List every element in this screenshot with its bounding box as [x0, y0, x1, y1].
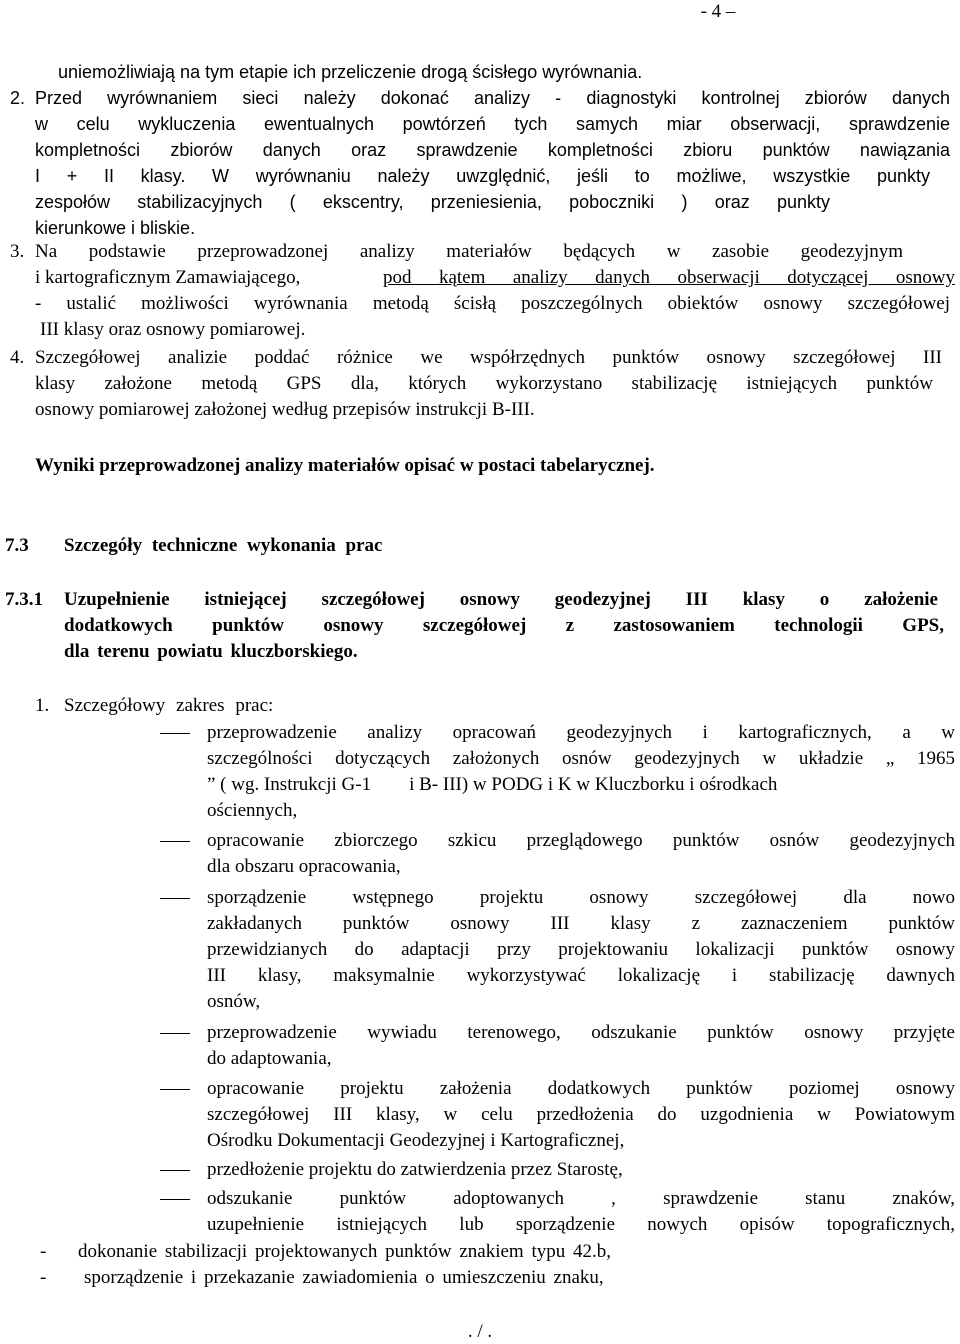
scope-title: Szczegółowy zakres prac: — [64, 695, 274, 716]
scope-item-4-line-1: przeprowadzenie wywiadu terenowego, odszukanie punktów osnowy przyjęte — [207, 1022, 955, 1043]
list-dash-icon — [160, 1199, 190, 1200]
scope-item-3-line-2: zakładanych punktów osnowy III klasy z zaznaczeniem punktów — [207, 913, 955, 934]
item-2-line-6: kierunkowe i bliskie. — [35, 218, 196, 238]
item-2-line-1: Przed wyrównaniem sieci należy dokonać analizy - diagnostyki kontrolnej zbiorów danych — [35, 88, 950, 108]
scope-item-1-line-4: ościennych, — [207, 800, 298, 821]
list-dash-icon — [160, 841, 190, 842]
item-3-line-1: Na podstawie przeprowadzonej analizy materiałów będących w zasobie geodezyjnym — [35, 241, 903, 262]
section-7-3-title: Szczegóły techniczne wykonania prac — [64, 535, 383, 556]
scope-item-4-line-2: do adaptowania, — [207, 1048, 332, 1069]
section-7-3-1-number: 7.3.1 — [5, 589, 43, 610]
item-2-line-5: zespołów stabilizacyjnych ( ekscentry, przeniesienia, poboczniki ) oraz punkty — [35, 192, 830, 212]
list-dash-icon — [160, 898, 190, 899]
extra-item-2-text: sporządzenie i przekazanie zawiadomienia o umieszczeniu znaku, — [84, 1267, 604, 1288]
list-dash-icon — [160, 1033, 190, 1034]
extra-item-1-dash: - — [40, 1241, 47, 1262]
extra-item-2-dash: - — [40, 1267, 47, 1288]
scope-item-3-line-1: sporządzenie wstępnego projektu osnowy szczegółowej dla nowo — [207, 887, 955, 908]
scope-item-1-line-3: ” ( wg. Instrukcji G-1 i B- III) w PODG i K w Kluczborku i ośrodkach — [207, 774, 778, 795]
item-4-number: 4. — [10, 347, 25, 368]
scope-item-3-line-4: III klasy, maksymalnie wykorzystywać lokalizację i stabilizację dawnych — [207, 965, 955, 986]
list-dash-icon — [160, 1089, 190, 1090]
scope-item-5-line-2: szczegółowej III klasy, w celu przedłożenia do uzgodnienia w Powiatowym — [207, 1104, 955, 1125]
results-note: Wyniki przeprowadzonej analizy materiałów opisać w postaci tabelarycznej. — [35, 455, 655, 476]
item-3-line-4: III klasy oraz osnowy pomiarowej. — [40, 319, 306, 340]
section-7-3-1-line-3: dla terenu powiatu kluczborskiego. — [64, 641, 358, 662]
item-2-number: 2. — [10, 88, 26, 108]
item-3-line-3: - ustalić możliwości wyrównania metodą ścisłą poszczególnych obiektów osnowy szczegółowej — [35, 293, 950, 314]
scope-item-2-line-2: dla obszaru opracowania, — [207, 856, 401, 877]
paragraph-continuation: uniemożliwiają na tym etapie ich przeliczenie drogą ścisłego wyrównania. — [58, 62, 643, 82]
item-2-line-3: kompletności zbiorów danych oraz sprawdzenie kompletności zbioru punktów nawiązania — [35, 140, 950, 160]
item-3-line-2a: i kartograficznym Zamawiającego, — [35, 267, 301, 288]
scope-item-6-line-1: przedłożenie projektu do zatwierdzenia przez Starostę, — [207, 1159, 623, 1180]
section-7-3-1-line-2: dodatkowych punktów osnowy szczegółowej z zastosowaniem technologii GPS, — [64, 615, 944, 636]
page-number: - 4 – — [700, 1, 736, 22]
scope-item-1-line-1: przeprowadzenie analizy opracowań geodezyjnych i kartograficznych, a w — [207, 722, 955, 743]
item-4-line-3: osnowy pomiarowej założonej według przepisów instrukcji B-III. — [35, 399, 535, 420]
item-2-line-4: I + II klasy. W wyrównaniu należy uwzględnić, jeśli to możliwe, wszystkie punkty — [35, 166, 930, 186]
item-3-number: 3. — [10, 241, 25, 262]
item-3-line-2b: pod kątem analizy danych obserwacji dotyczącej osnowy — [383, 267, 955, 288]
item-2-line-2: w celu wykluczenia ewentualnych powtórzeń tych samych miar obserwacji, sprawdzenie — [35, 114, 950, 134]
section-7-3-number: 7.3 — [5, 535, 29, 556]
scope-item-2-line-1: opracowanie zbiorczego szkicu przeglądowego punktów osnów geodezyjnych — [207, 830, 955, 851]
scope-item-3-line-5: osnów, — [207, 991, 261, 1012]
extra-item-1-text: dokonanie stabilizacji projektowanych punktów znakiem typu 42.b, — [78, 1241, 611, 1262]
list-dash-icon — [160, 733, 190, 734]
scope-item-5-line-3: Ośrodku Dokumentacji Geodezyjnej i Kartograficznej, — [207, 1130, 625, 1151]
scope-item-1-line-2: szczególności dotyczących założonych osnów geodezyjnych w układzie „ 1965 — [207, 748, 955, 769]
item-4-line-1: Szczegółowej analizie poddać różnice we współrzędnych punktów osnowy szczegółowej III — [35, 347, 942, 368]
item-4-line-2: klasy założone metodą GPS dla, których wykorzystano stabilizację istniejących punktów — [35, 373, 933, 394]
scope-item-3-line-3: przewidzianych do adaptacji przy projektowaniu lokalizacji punktów osnowy — [207, 939, 955, 960]
list-dash-icon — [160, 1170, 190, 1171]
scope-item-5-line-1: opracowanie projektu założenia dodatkowych punktów poziomej osnowy — [207, 1078, 955, 1099]
page-continuation-mark: . / . — [467, 1321, 493, 1342]
scope-item-7-line-2: uzupełnienie istniejących lub sporządzenie nowych opisów topograficznych, — [207, 1214, 955, 1235]
section-7-3-1-line-1: Uzupełnienie istniejącej szczegółowej osnowy geodezyjnej III klasy o założenie — [64, 589, 938, 610]
scope-item-7-line-1: odszukanie punktów adoptowanych , sprawdzenie stanu znaków, — [207, 1188, 955, 1209]
scope-number: 1. — [35, 695, 50, 716]
